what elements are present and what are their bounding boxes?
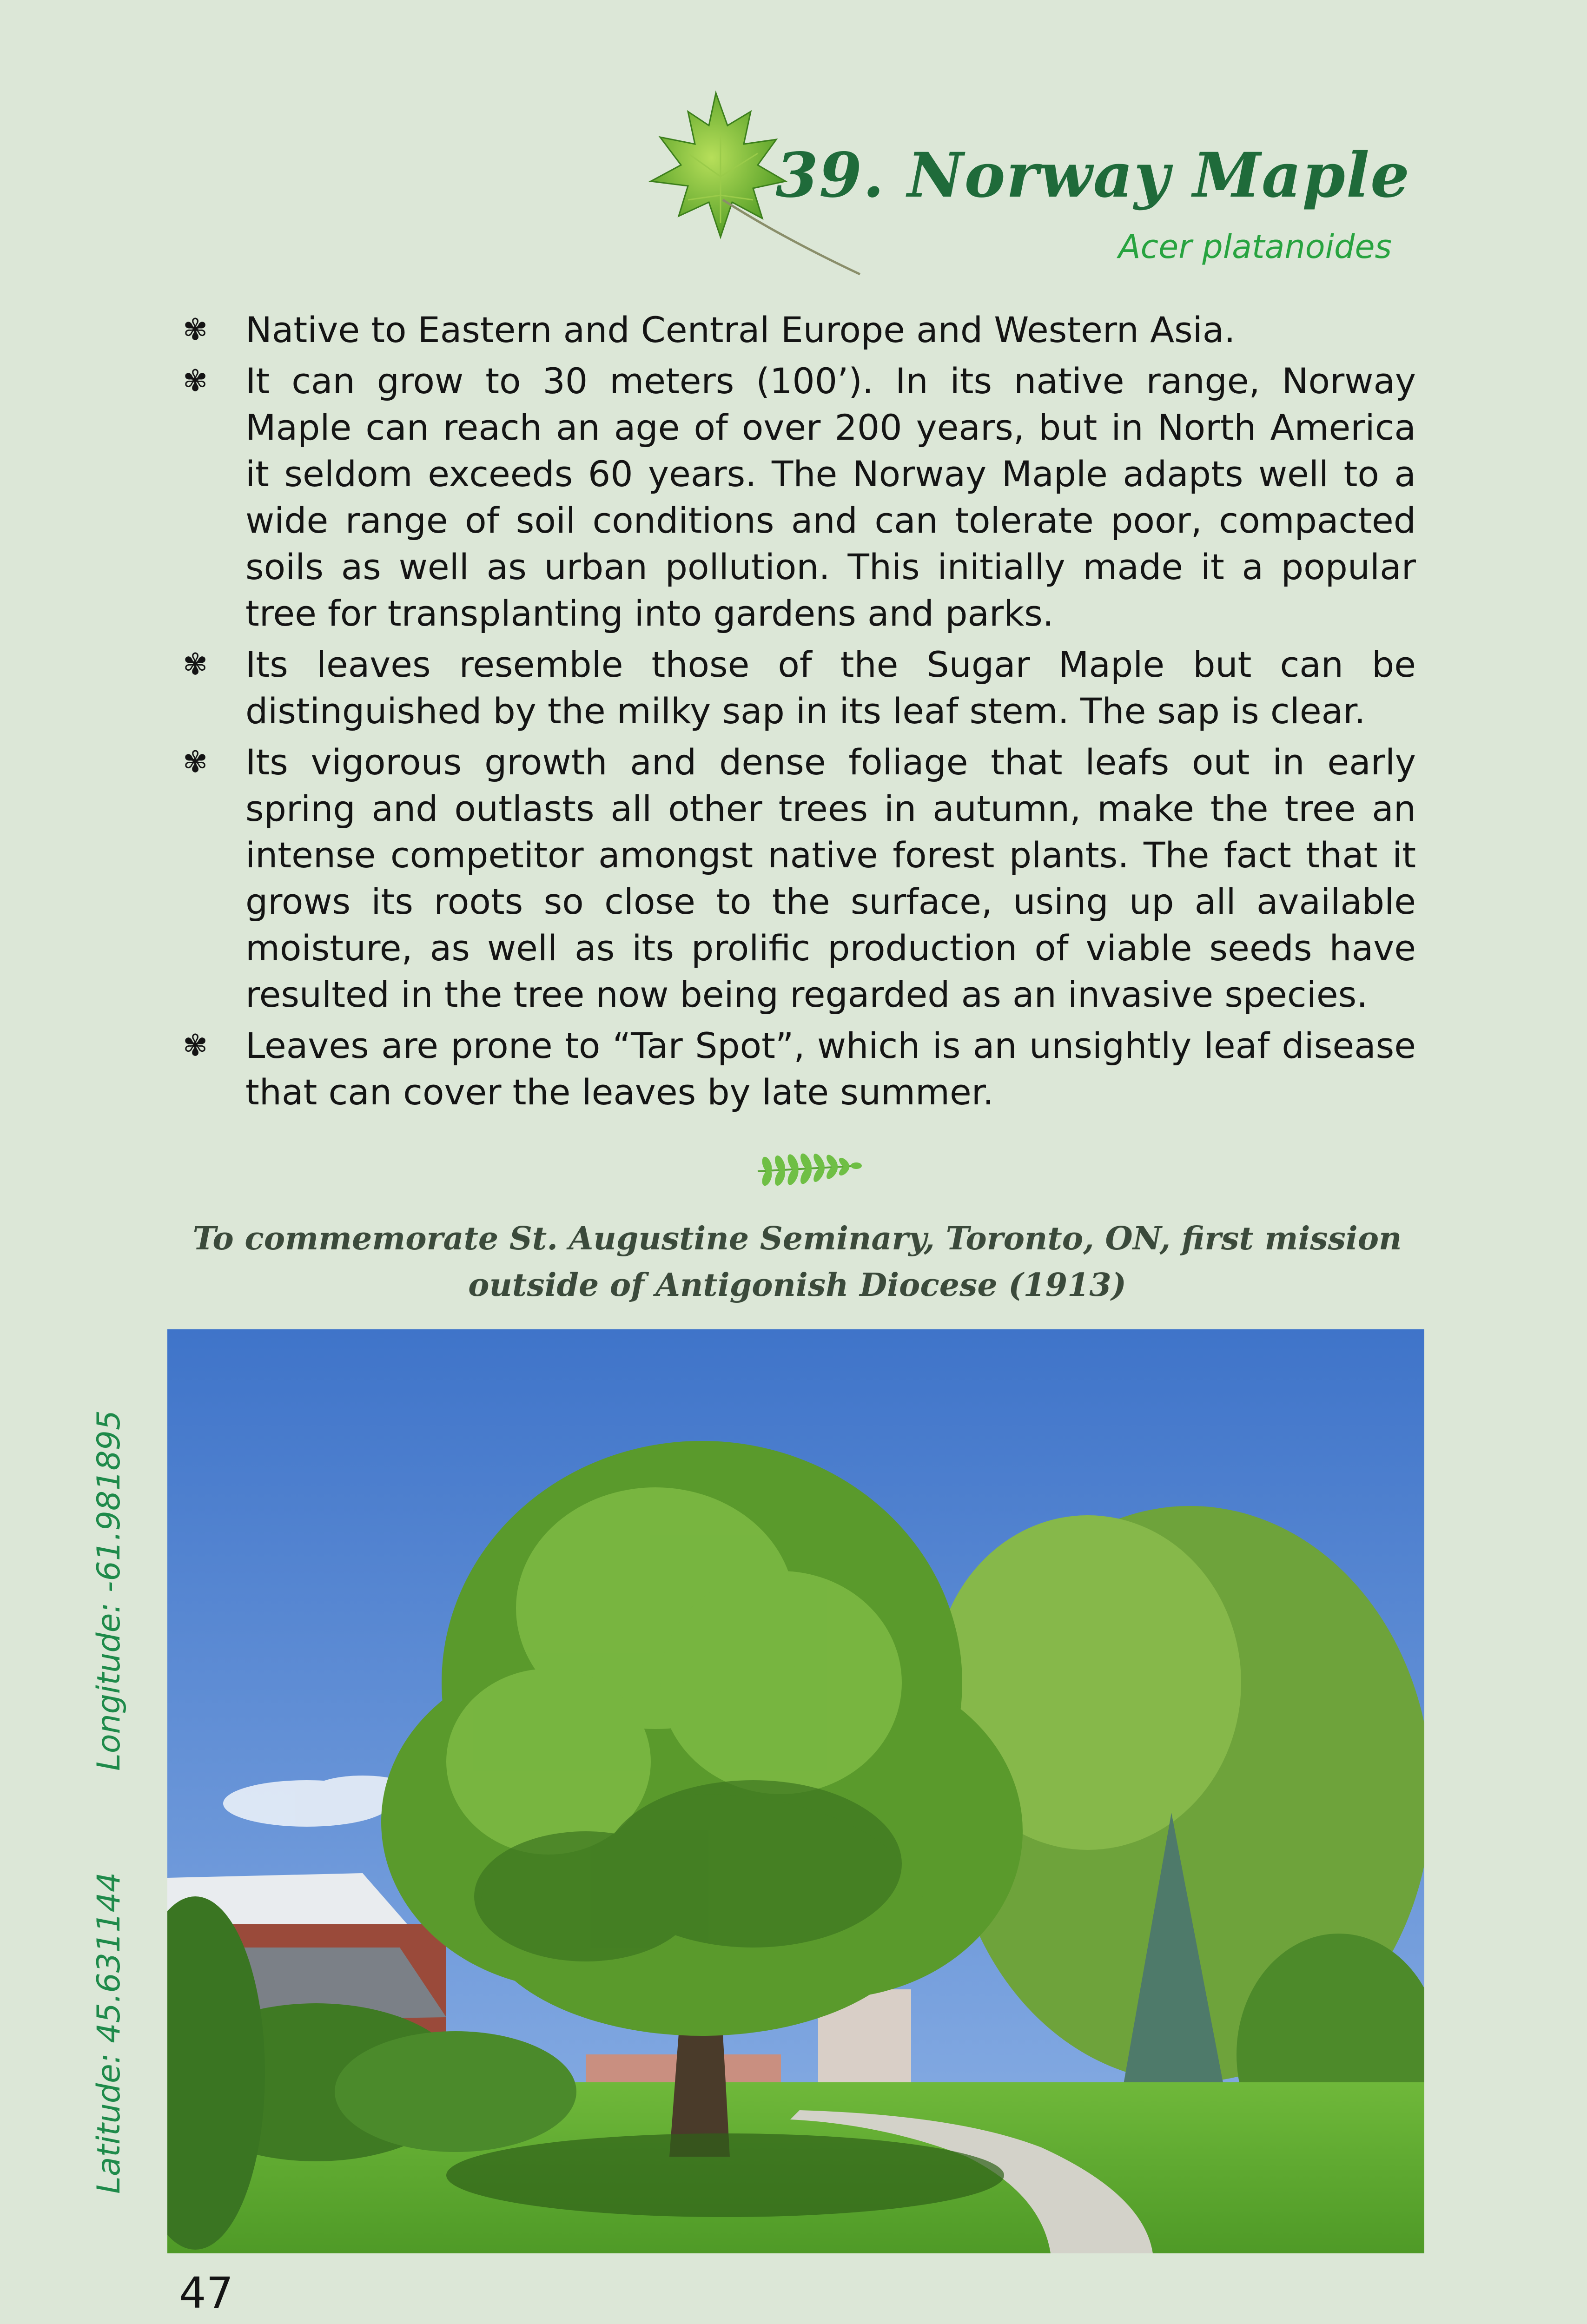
- list-item: [177, 641, 1416, 734]
- list-item: [177, 358, 1416, 637]
- bullet-text: Its vigorous growth and dense foliage that leafs out in early spring and outlasts all other trees in autumn, make the tree an intense competitor amongst native forest plants. The fact that it grows its roots so close to the surface, using up all available moisture, as well as its prolific production of viable seeds have resulted in the tree now being regarded as an invasive species.: [245, 741, 1416, 1015]
- bullet-text: Leaves are prone to “Tar Spot”, which is an unsightly leaf disease that can cover the leaves by late summer.: [245, 1025, 1416, 1113]
- flower-bullet-icon: ✾: [183, 364, 208, 398]
- latitude-label: Latitude: 45.631144: [91, 1872, 127, 2194]
- fact-list: [177, 307, 1416, 1120]
- longitude-label: Longitude: -61.981895: [91, 1410, 127, 1771]
- scientific-name: Acer platanoides: [1118, 228, 1392, 266]
- flower-bullet-icon: ✾: [183, 745, 208, 779]
- fern-divider-icon: [753, 1147, 865, 1192]
- flower-bullet-icon: ✾: [183, 1029, 208, 1063]
- list-item: [177, 1023, 1416, 1116]
- flower-bullet-icon: ✾: [183, 647, 208, 682]
- bullet-text: It can grow to 30 meters (100’). In its native range, Norway Maple can reach an age of over 200 years, but in North America it seldom exceeds 60 years. The Norway Maple adapts well to a wide range of soil conditions and can tolerate poor, compacted soils as well as urban pollution. This initially made it a popular tree for transplanting into gardens and parks.: [245, 360, 1416, 634]
- dedication-line: outside of Antigonish Diocese (1913): [468, 1267, 1126, 1304]
- dedication-caption: [167, 1215, 1427, 1308]
- bullet-text: Its leaves resemble those of the Sugar Maple but can be distinguished by the milky sap in its leaf stem. The sap is clear.: [245, 644, 1416, 732]
- bullet-text: Native to Eastern and Central Europe and Western Asia.: [245, 309, 1236, 350]
- page-number: 47: [179, 2268, 234, 2318]
- flower-bullet-icon: ✾: [183, 313, 208, 347]
- dedication-line: To commemorate St. Augustine Seminary, Toronto, ON, first mission: [192, 1220, 1402, 1257]
- list-item: [177, 739, 1416, 1018]
- list-item: [177, 307, 1416, 353]
- norway-maple-tree-photo: [167, 1329, 1424, 2253]
- page-title: 39. Norway Maple: [775, 139, 1410, 211]
